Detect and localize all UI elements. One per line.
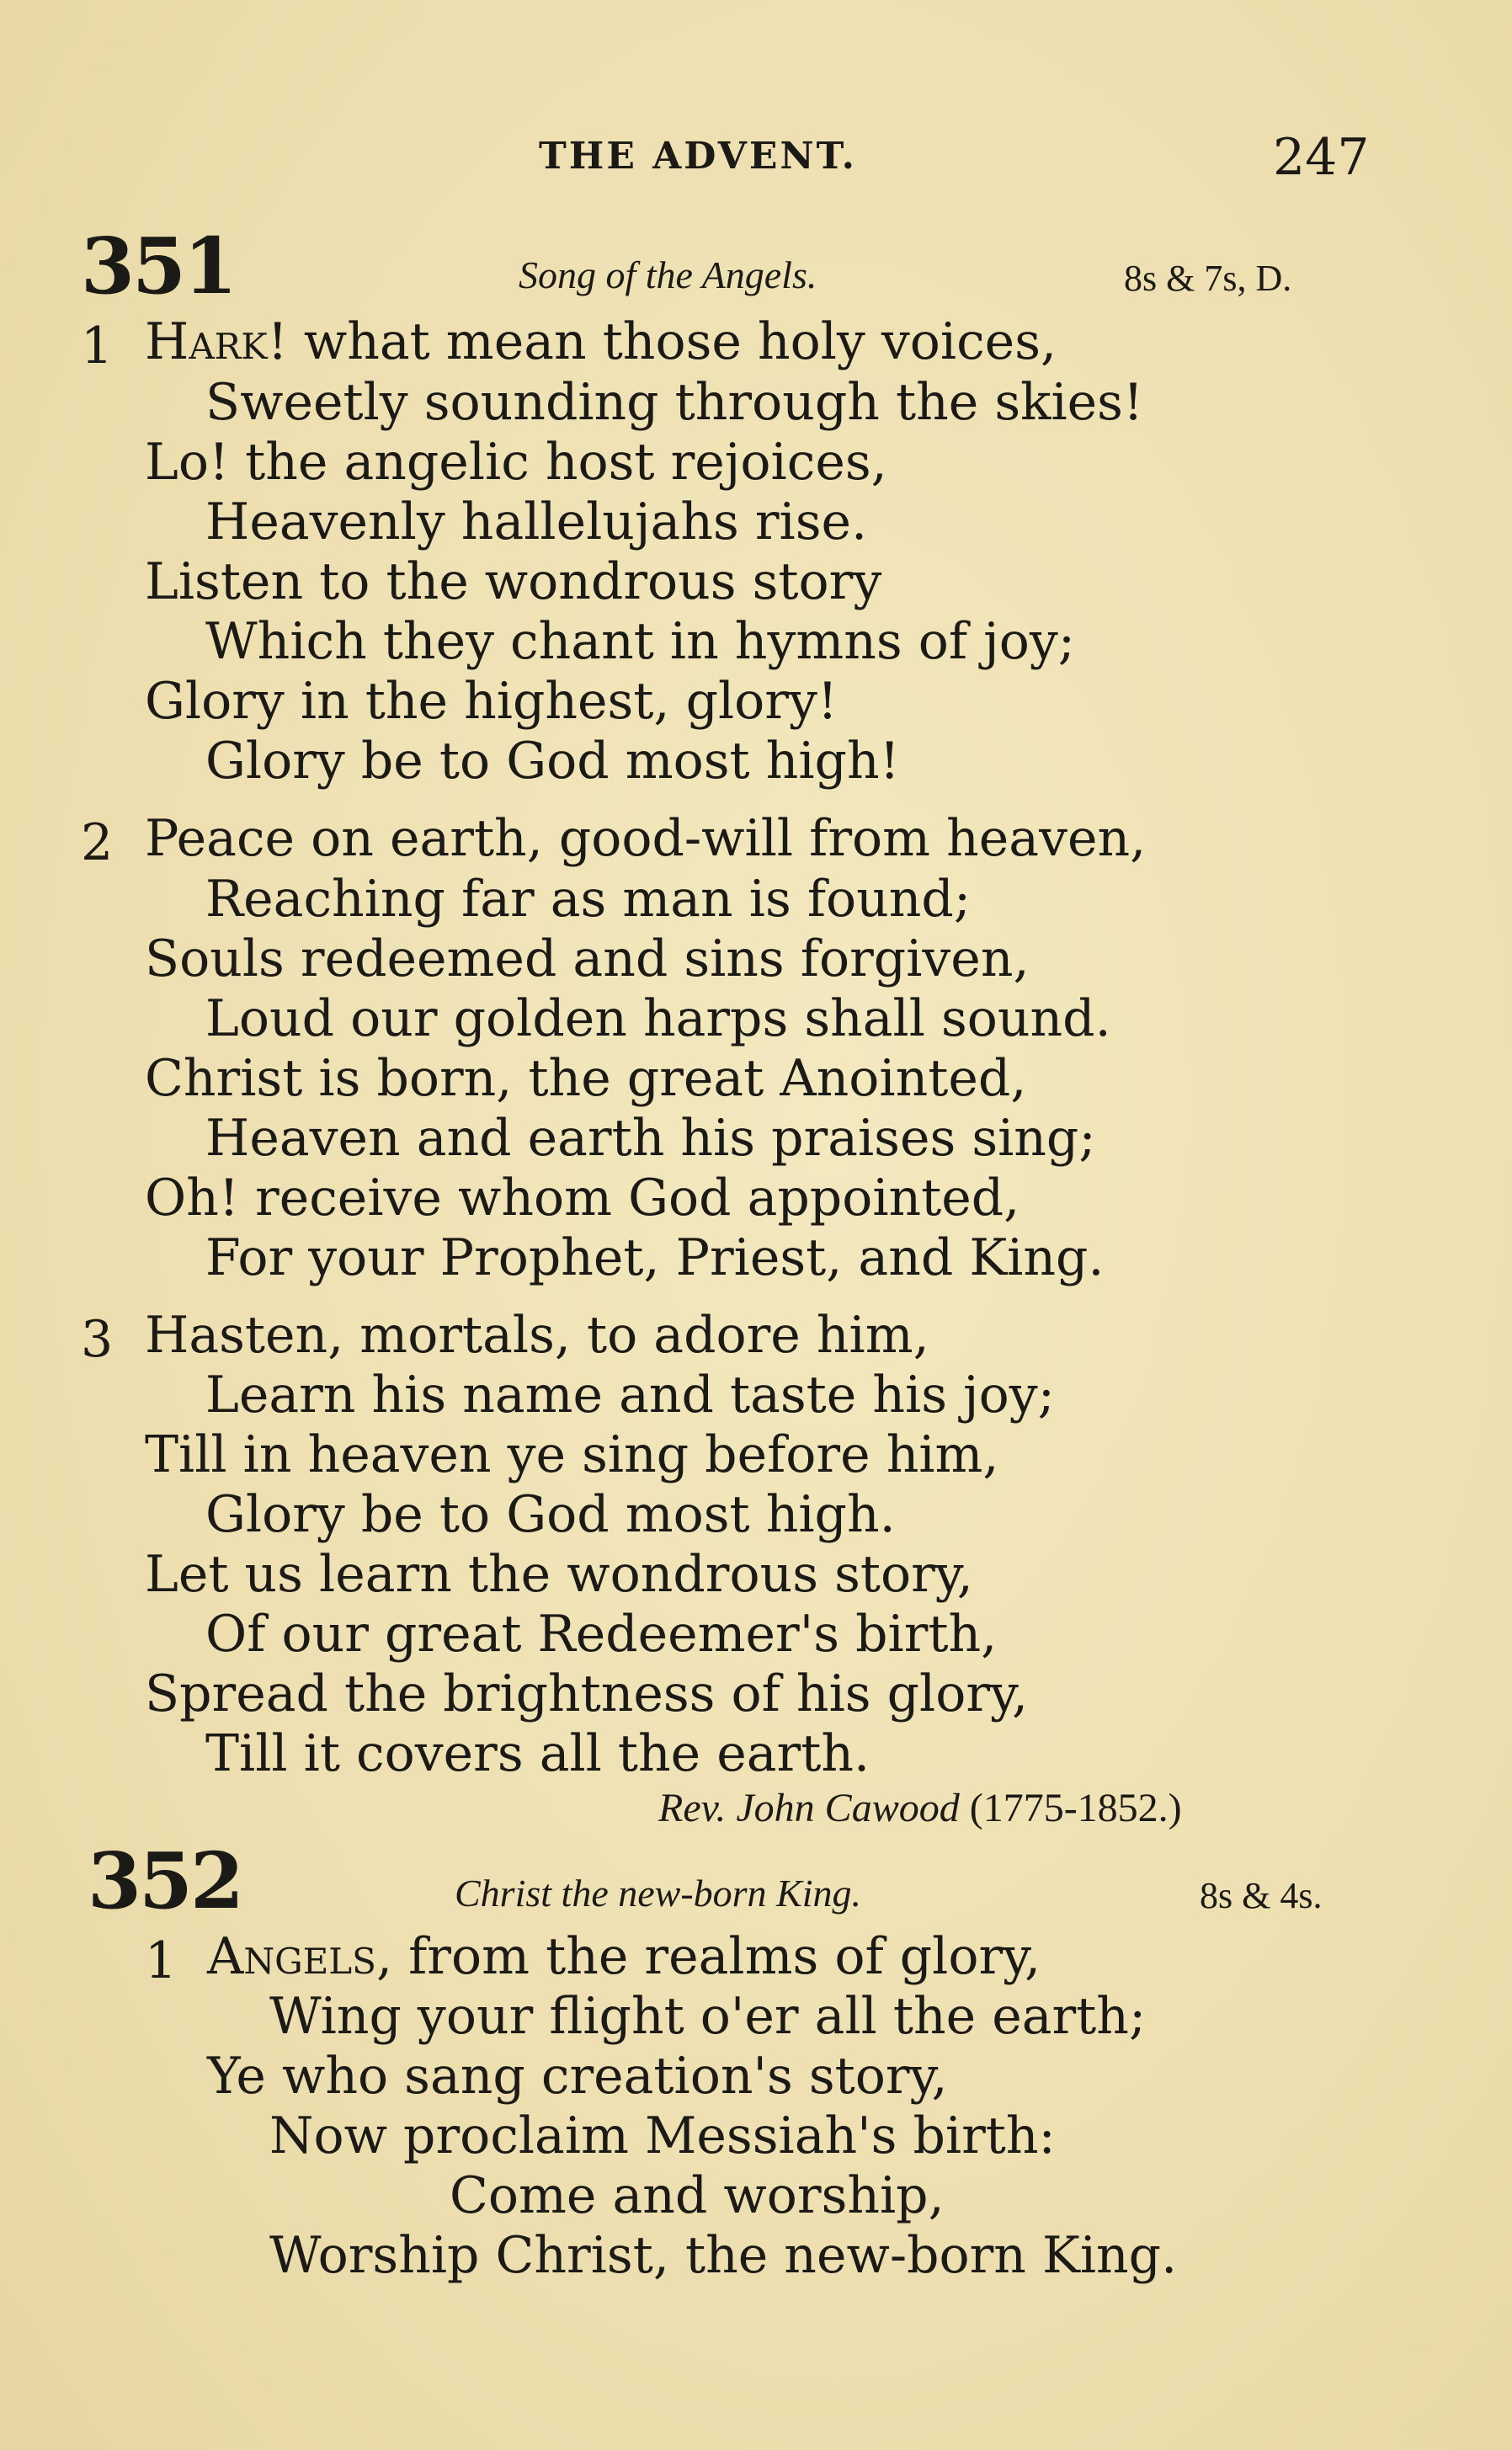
hymn-line: Angels, from the realms of glory,	[207, 1927, 1041, 1986]
verse-first-word: Angels,	[207, 1927, 393, 1986]
hymn-line: Ye who sang creation's story,	[207, 2047, 948, 2106]
page-number: 247	[1273, 128, 1370, 187]
hymn-line: Hark! what mean those holy voices,	[145, 312, 1057, 371]
hymn-line: For your Prophet, Priest, and King.	[205, 1228, 1105, 1287]
hymn-line: Spread the brightness of his glory,	[145, 1664, 1029, 1723]
hymn-line: Christ is born, the great Anointed,	[145, 1049, 1027, 1108]
author-dates: (1775-1852.)	[969, 1786, 1182, 1830]
hymn-line: Glory be to God most high!	[205, 732, 900, 791]
hymn-line: Of our great Redeemer's birth,	[205, 1605, 998, 1664]
hymn-line: Wing your flight o'er all the earth;	[269, 1987, 1147, 2046]
hymn-line: Souls redeemed and sins forgiven,	[145, 929, 1030, 988]
hymn-line: Now proclaim Messiah's birth:	[269, 2106, 1056, 2165]
hymn-line: Till it covers all the earth.	[205, 1724, 870, 1783]
hymn-line: Learn his name and taste his joy;	[205, 1366, 1055, 1425]
hymn-line: Glory in the highest, glory!	[145, 672, 838, 731]
hymn-line: Heaven and earth his praises sing;	[205, 1109, 1096, 1168]
hymn-attribution	[658, 1785, 1182, 1831]
verse-number: 3	[81, 1310, 114, 1369]
verse-number: 2	[81, 813, 114, 872]
hymn-line: Let us learn the wondrous story,	[145, 1545, 973, 1604]
hymn-line: Glory be to God most high.	[205, 1485, 896, 1544]
hymn-meter-352: 8s & 4s.	[1200, 1875, 1323, 1916]
hymn-number-351: 351	[81, 221, 236, 312]
hymn-line: Loud our golden harps shall sound.	[205, 989, 1111, 1048]
hymn-line: Worship Christ, the new-born King.	[269, 2226, 1178, 2285]
running-head: THE ADVENT.	[539, 135, 857, 178]
hymn-line: Which they chant in hymns of joy;	[205, 612, 1075, 671]
hymn-line: Till in heaven ye sing before him,	[145, 1425, 999, 1484]
hymn-line: Oh! receive whom God appointed,	[145, 1169, 1020, 1228]
verse-number: 1	[145, 1931, 178, 1990]
hymn-line: Heavenly hallelujahs rise.	[205, 493, 868, 551]
hymn-title-352: Christ the new-born King.	[455, 1872, 862, 1915]
hymn-line: Peace on earth, good-will from heaven,	[145, 809, 1147, 868]
hymn-line: Reaching far as man is found;	[205, 870, 972, 929]
author-name: Rev. John Cawood	[658, 1786, 960, 1830]
hymn-line: Lo! the angelic host rejoices,	[145, 433, 887, 492]
hymn-line: Hasten, mortals, to adore him,	[145, 1306, 929, 1365]
hymn-title-351: Song of the Angels.	[519, 253, 817, 296]
hymn-line: Listen to the wondrous story	[145, 552, 882, 611]
verse-first-word: Hark!	[145, 312, 288, 371]
hymn-number-352: 352	[88, 1835, 242, 1926]
hymn-line: Sweetly sounding through the skies!	[205, 373, 1144, 432]
hymn-meter-351: 8s & 7s, D.	[1124, 258, 1292, 299]
verse-number: 1	[81, 317, 114, 375]
hymn-line: Come and worship,	[450, 2166, 945, 2225]
